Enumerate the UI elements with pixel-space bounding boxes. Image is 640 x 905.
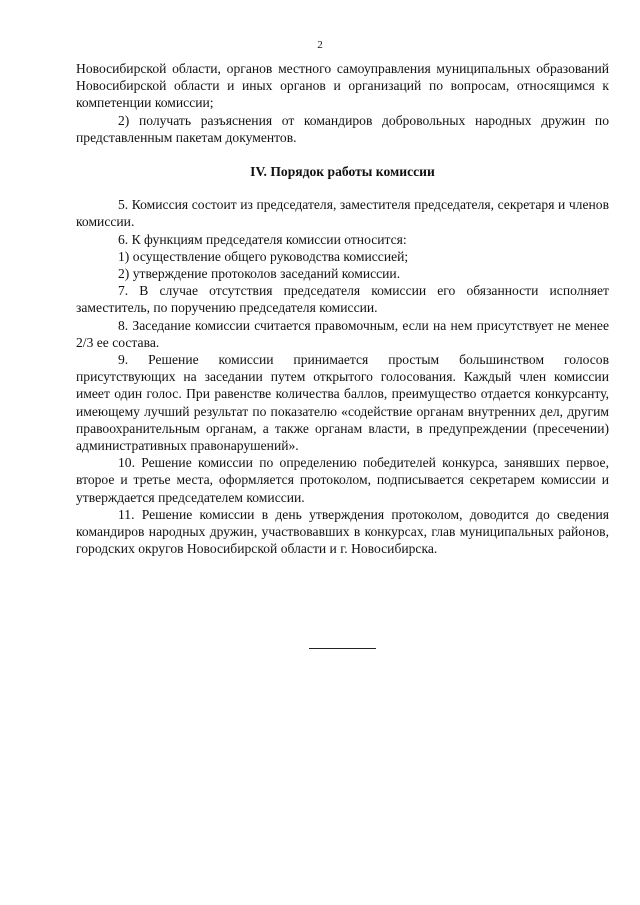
paragraph-item-2: 2) получать разъяснения от командиров добровольных народных дружин по представленным пакетам документов.: [76, 112, 609, 145]
paragraph-5: 5. Комиссия состоит из председателя, заместителя председателя, секретаря и членов комиссии.: [76, 197, 609, 230]
end-of-document-rule: [309, 648, 376, 649]
paragraph-7: 7. В случае отсутствия председателя комиссии его обязанности исполняет заместитель, по поручению председателя комиссии.: [76, 283, 609, 316]
paragraph-6-item-1: 1) осуществление общего руководства комиссией;: [118, 248, 409, 264]
paragraph-10: 10. Решение комиссии по определению победителей конкурса, занявших первое, второе и третье места, оформляется протоколом, подписывается секретарем комиссии и утверждается председателем комиссии.: [76, 455, 609, 505]
paragraph-8: 8. Заседание комиссии считается правомочным, если на нем присутствует не менее 2/3 ее состава.: [76, 317, 609, 350]
paragraph-9: 9. Решение комиссии принимается простым большинством голосов присутствующих на заседании путем открытого голосования. Каждый член комиссии имеет один голос. При равенстве количества баллов, преимущество отдается конкурсанту, имеющему лучший результат по показателю «содействие органам внутренних дел, другим правоохранительным органам, а также органам власти, в предупреждении (пресечении) административных правонарушений».: [76, 352, 609, 454]
section-heading: IV. Порядок работы комиссии: [250, 164, 435, 180]
page-number: 2: [317, 39, 323, 51]
document-body: [76, 60, 609, 557]
paragraph-continuation: Новосибирской области, органов местного самоуправления муниципальных образований Новосибирской области и иных органов и организаций по вопросам, относящимся к компетенции комиссии;: [76, 61, 609, 111]
paragraph-11: 11. Решение комиссии в день утверждения протоколом, доводится до сведения командиров народных дружин, участвовавших в конкурсах, глав муниципальных районов, городских округов Новосибирской области и г. Новосибирска.: [76, 506, 609, 557]
paragraph-6-item-2: 2) утверждение протоколов заседаний комиссии.: [118, 266, 401, 282]
paragraph-6: 6. К функциям председателя комиссии относится:: [118, 231, 407, 247]
